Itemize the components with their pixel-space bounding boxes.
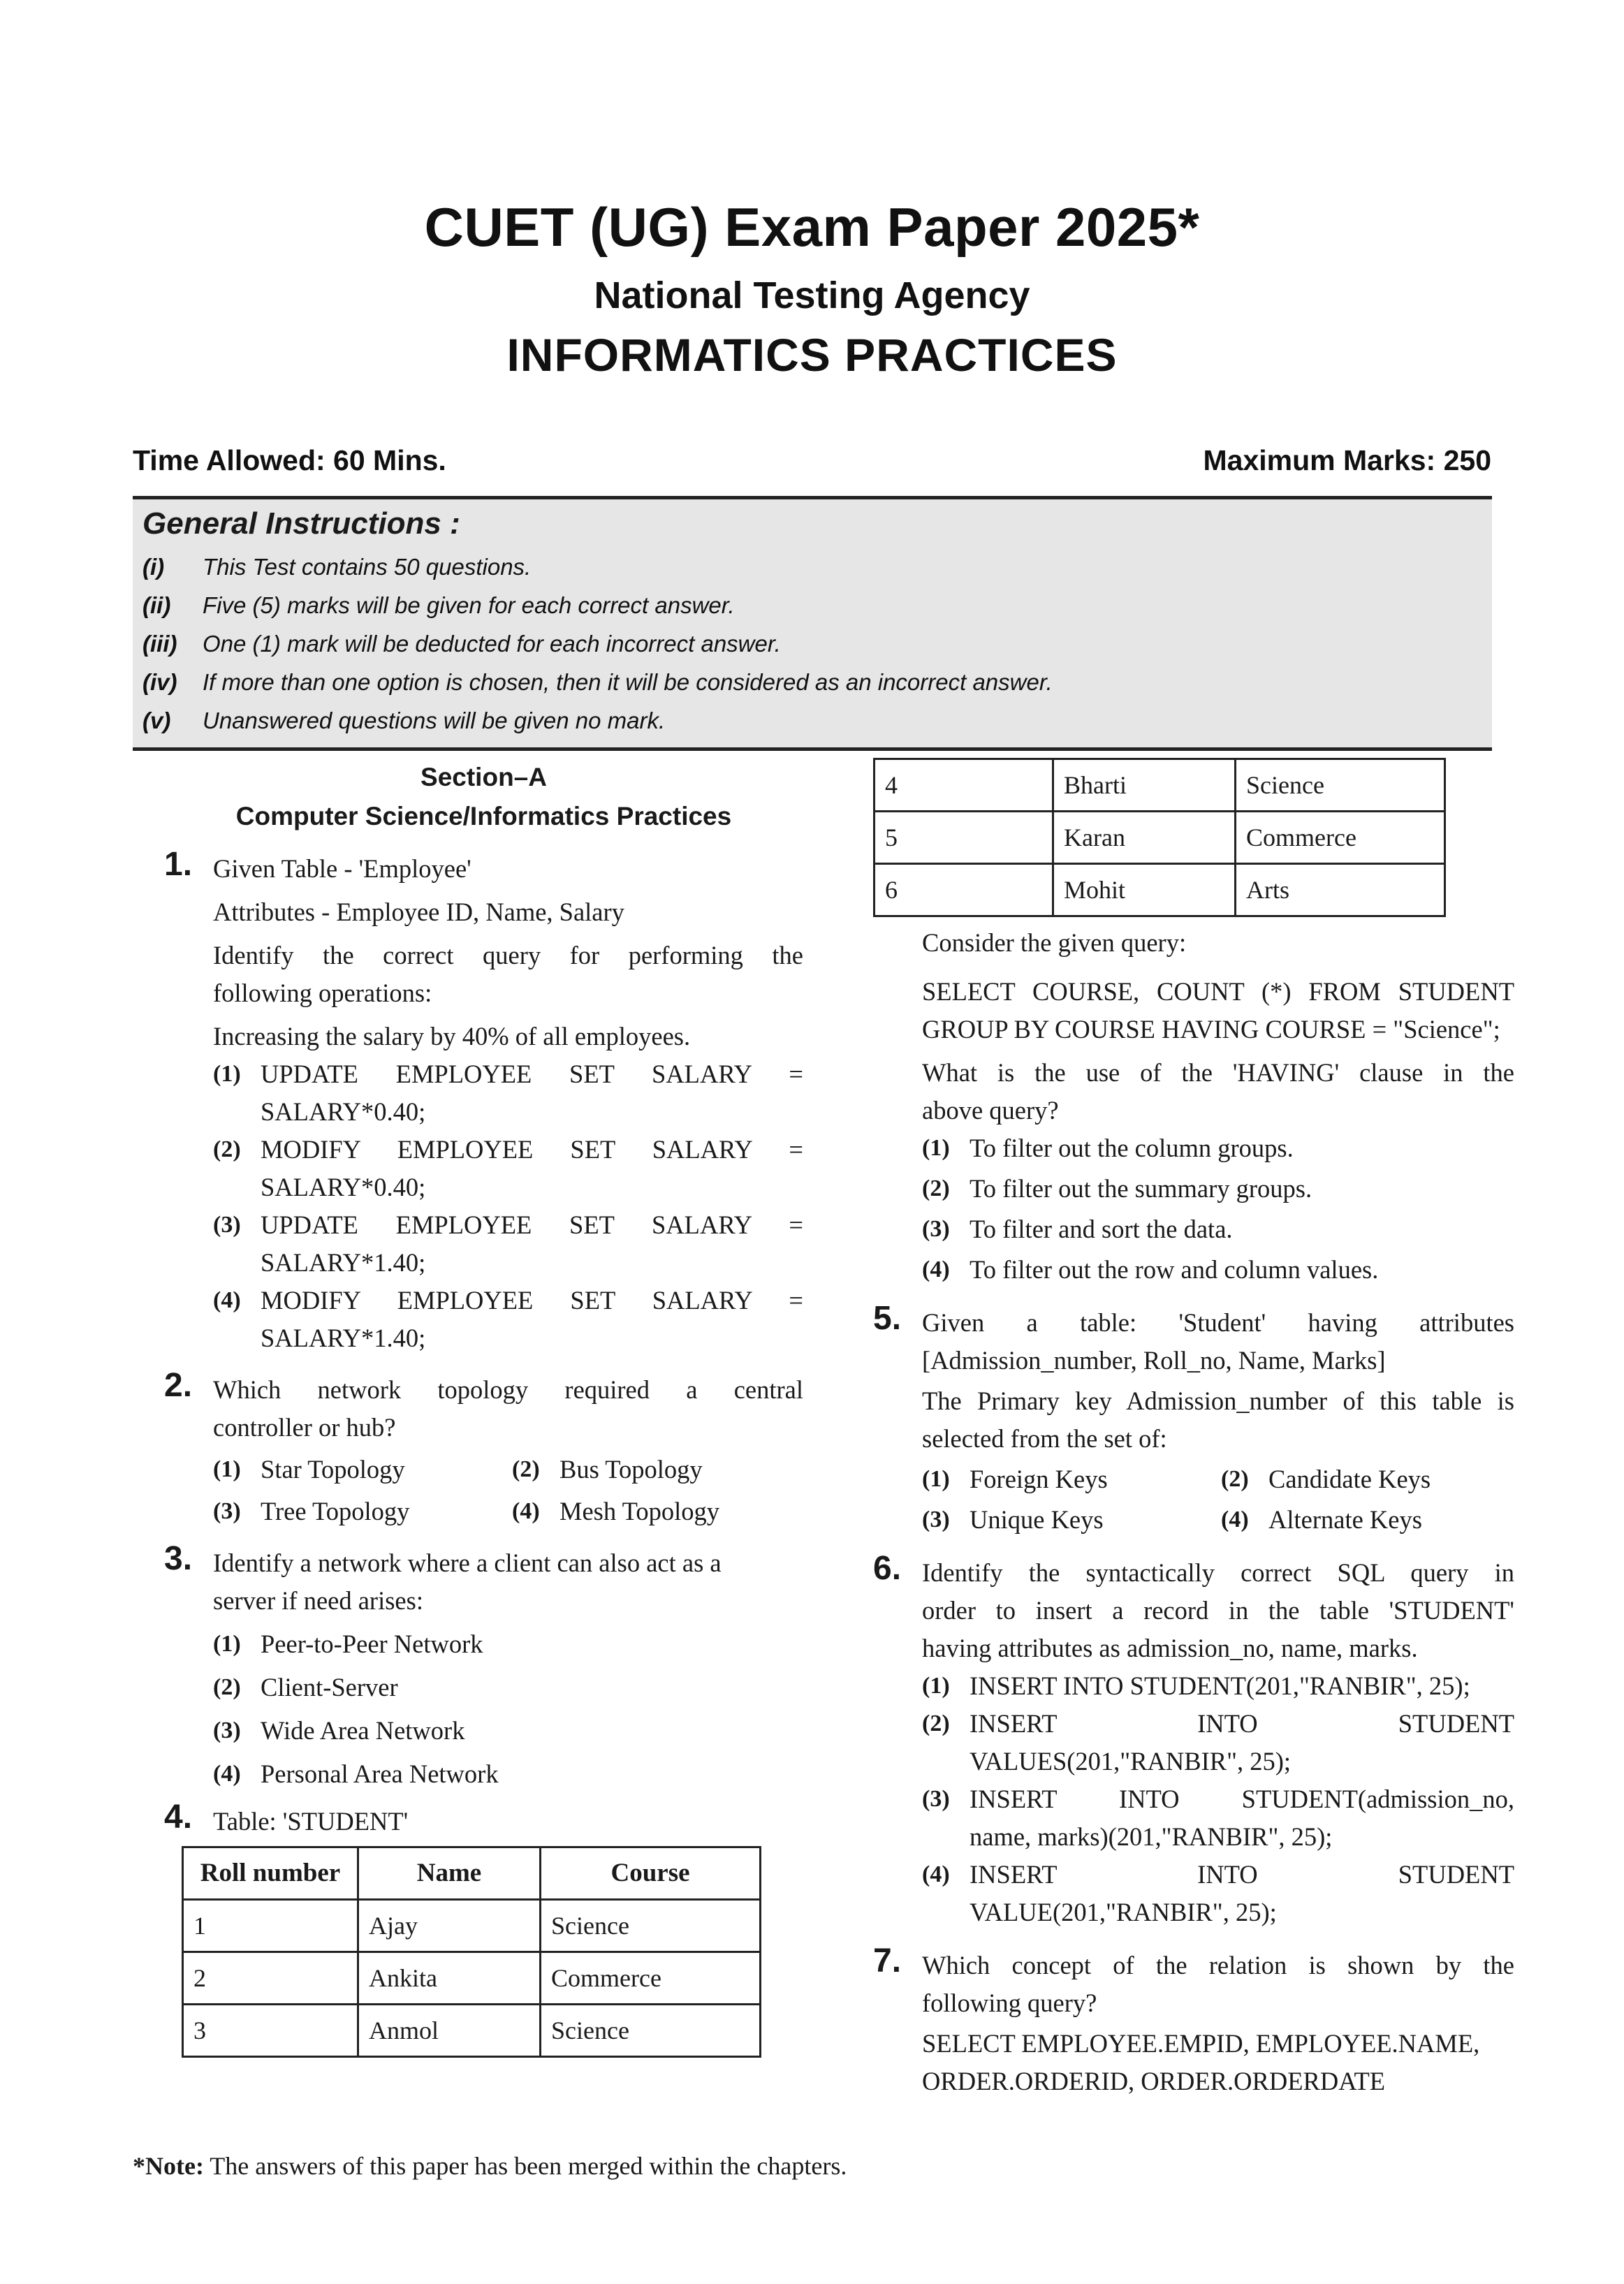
table-row: 6 Mohit Arts (875, 864, 1445, 916)
option: (4) INSERT INTO STUDENT VALUE(201,"RANBIR", 25); (922, 1860, 1514, 1926)
instruction-item: (iii) One (1) mark will be deducted for each incorrect answer. (142, 631, 781, 657)
option: (3) Unique Keys (922, 1505, 1104, 1534)
question-number: 1. (164, 846, 193, 883)
question-7: 7. Which concept of the relation is shown by the following query? SELECT EMPLOYEE.EMPID, EMPLOYEE.NAME, ORDER.ORDERID, ORDER.ORDERDATE (873, 1942, 1514, 2095)
option: (3) To filter and sort the data. (922, 1215, 1233, 1243)
question-number: 5. (873, 1300, 902, 1337)
instruction-item: (i) This Test contains 50 questions. (142, 554, 532, 580)
maximum-marks: Maximum Marks: 250 (1203, 444, 1491, 476)
option: (4) To filter out the row and column values. (922, 1255, 1379, 1284)
option: (2) MODIFY EMPLOYEE SET SALARY = SALARY*0.40; (213, 1135, 803, 1201)
option: (2) Client-Server (213, 1673, 398, 1701)
option: (1) To filter out the column groups. (922, 1134, 1294, 1162)
table-row: 3 Anmol Science (183, 2005, 761, 2057)
time-allowed: Time Allowed: 60 Mins. (133, 444, 446, 476)
option: (2) INSERT INTO STUDENT VALUES(201,"RANBIR", 25); (922, 1709, 1514, 1776)
instruction-item: (ii) Five (5) marks will be given for each correct answer. (142, 592, 735, 618)
agency-name: National Testing Agency (594, 274, 1030, 316)
option: (3) UPDATE EMPLOYEE SET SALARY = SALARY*1.40; (213, 1210, 803, 1277)
option: (1) Foreign Keys (922, 1465, 1108, 1493)
option: (3) Wide Area Network (213, 1716, 465, 1745)
option: (4) Mesh Topology (512, 1497, 719, 1525)
table-row: 5 Karan Commerce (875, 812, 1445, 864)
note-label: *Note: (133, 2152, 204, 2180)
student-table (182, 1846, 761, 2058)
question-1: 1. Given Table - 'Employee' Attributes - Employee ID, Name, Salary Identify the correct query for performing the following operations: Increasing the salary by 40% of all employees. (1) UPDATE EMPLOYEE SET SALARY = SALARY*0.40; (2) MODIFY EMPLOYEE SET SALARY = SALARY*0.40; (3) UPDATE EMPLOYEE SET SALARY = SALARY*1.40; (4) MODIFY EMPLOYEE SET SALARY = SALARY*1.40; (164, 850, 803, 1357)
right-column (873, 758, 1514, 2100)
option: (1) INSERT INTO STUDENT(201,"RANBIR", 25); (922, 1671, 1470, 1700)
option: (4) Alternate Keys (1221, 1505, 1422, 1534)
question-4: 4. Table: 'STUDENT' (164, 1799, 409, 1836)
table-row: 1 Ajay Science (183, 1900, 761, 1952)
table-row: 4 Bharti Science (875, 759, 1445, 812)
general-instructions-box (133, 496, 1492, 751)
question-6: 6. Identify the syntactically correct SQL query in order to insert a record in the table 'STUDENT' having attributes as admission_no, name, marks. (1) INSERT INTO STUDENT(201,"RANBIR", 25); (2) INSERT INTO STUDENT VALUES(201,"RANBIR", 25); (3) INSERT INTO STUDENT(admission_no, name, marks)(201,"RANBIR", 25); (4) INSERT INTO STUDENT VALUE(201,"RANBIR", 25); (873, 1554, 1514, 1931)
option: (1) Peer-to-Peer Network (213, 1630, 483, 1658)
left-column (164, 758, 803, 2058)
option: (1) UPDATE EMPLOYEE SET SALARY = SALARY*0.40; (213, 1060, 803, 1126)
table-row: 2 Ankita Commerce (183, 1952, 761, 2005)
option: (4) Personal Area Network (213, 1759, 499, 1788)
question-number: 2. (164, 1367, 193, 1404)
option: (3) INSERT INTO STUDENT(admission_no, name, marks)(201,"RANBIR", 25); (922, 1785, 1514, 1851)
section-name: Section–A (420, 763, 547, 791)
table-header-row: Roll number Name Course (183, 1847, 761, 1900)
question-2: 2. Which network topology required a central controller or hub? (1) Star Topology (2) Bus Topology (3) Tree Topology (4) Mesh Topology (164, 1371, 803, 1530)
option: (1) Star Topology (213, 1455, 405, 1484)
note-text: The answers of this paper has been merged within the chapters. (203, 2152, 847, 2180)
option: (3) Tree Topology (213, 1497, 410, 1525)
option: (2) To filter out the summary groups. (922, 1174, 1312, 1203)
section-subtitle: Computer Science/Informatics Practices (235, 802, 732, 830)
instruction-item: (v) Unanswered questions will be given no mark. (142, 708, 666, 733)
footnote (133, 2151, 847, 2181)
question-4-continued: Consider the given query: SELECT COURSE, COUNT (*) FROM STUDENT GROUP BY COURSE HAVING COURSE = "Science"; What is the use of the 'HAVING' clause in the above query? (1) To filter out the column groups. (2) To filter out the summary groups. (3) To filter and sort the data. (4) To filter out the row and column values. (873, 924, 1514, 1289)
subject-title: INFORMATICS PRACTICES (506, 329, 1118, 381)
paper-title: CUET (UG) Exam Paper 2025* (424, 196, 1200, 258)
option: (4) MODIFY EMPLOYEE SET SALARY = SALARY*1.40; (213, 1286, 803, 1352)
question-number: 7. (873, 1942, 902, 1979)
question-5: 5. Given a table: 'Student' having attributes [Admission_number, Roll_no, Name, Marks] The Primary key Admission_number of this table is selected from the set of: (1) Foreign Keys (2) Candidate Keys (3) Unique Keys (4) Alternate Keys (873, 1304, 1514, 1539)
option: (2) Bus Topology (512, 1455, 703, 1484)
instructions-heading: General Instructions : (142, 506, 460, 541)
question-number: 4. (164, 1799, 193, 1836)
instruction-item: (iv) If more than one option is chosen, then it will be considered as an incorrect answer. (142, 669, 1053, 695)
question-number: 3. (164, 1540, 193, 1577)
option: (2) Candidate Keys (1221, 1465, 1431, 1493)
student-table-continued (873, 758, 1446, 917)
question-number: 6. (873, 1550, 902, 1587)
question-3: 3. Identify a network where a client can also act as a server if need arises: (1) Peer-to-Peer Network (2) Client-Server (3) Wide Area Network (4) Personal Area Network (164, 1544, 803, 1793)
